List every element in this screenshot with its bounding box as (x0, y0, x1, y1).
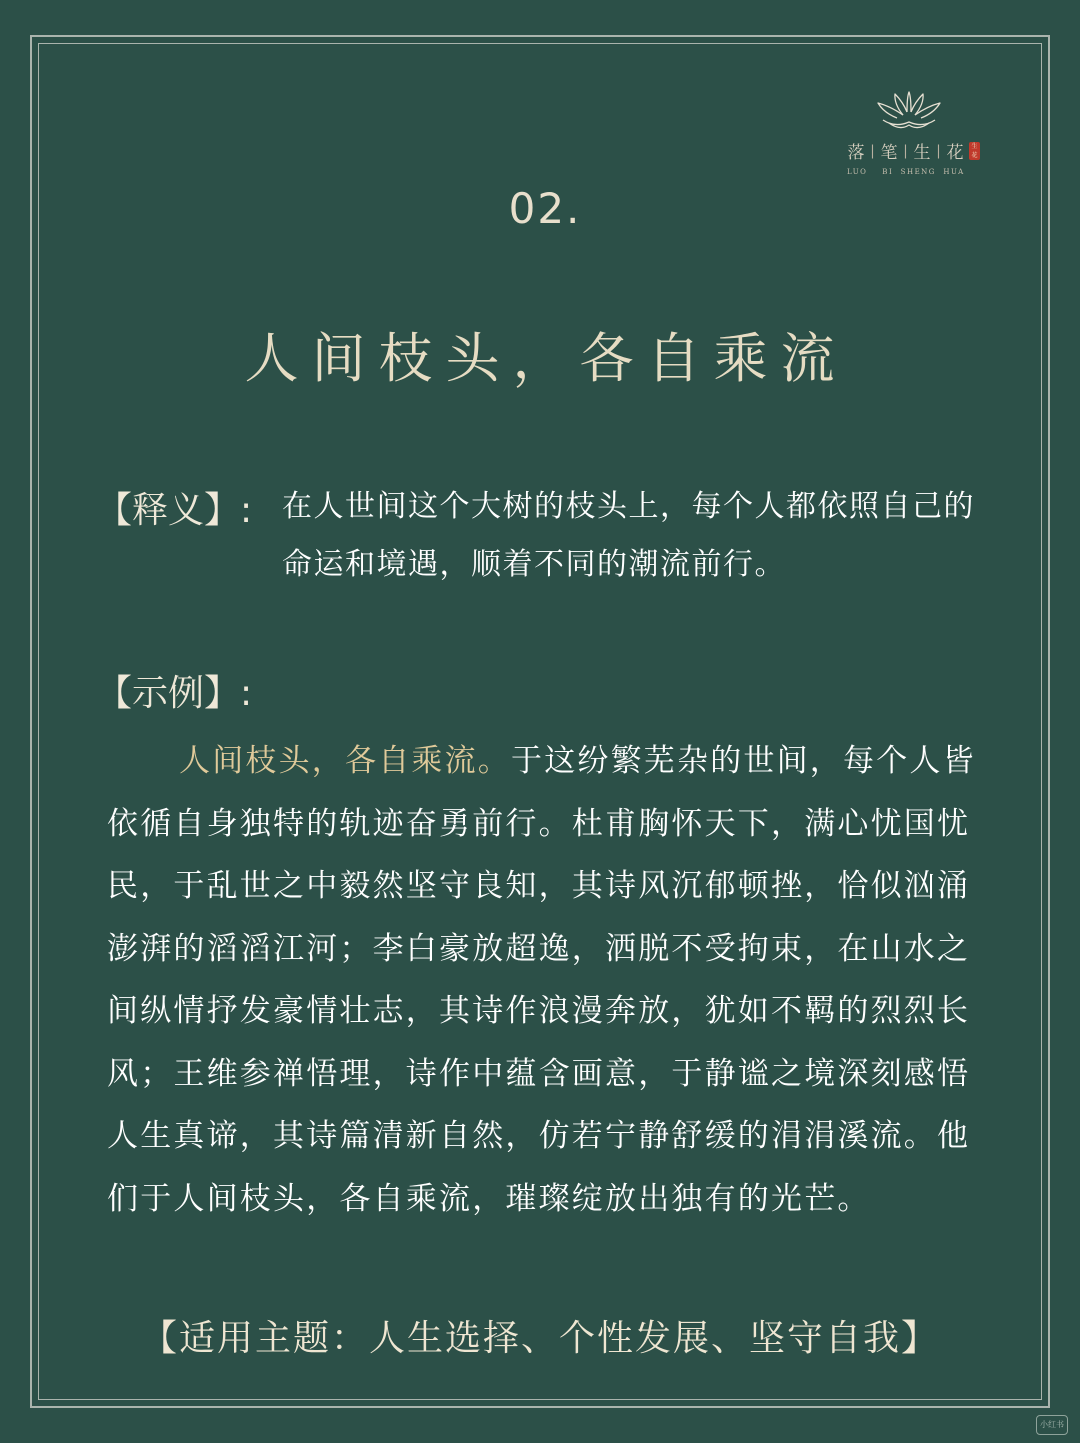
logo-separator: | (936, 142, 941, 159)
page-title: 人间枝头，各自乘流 (244, 327, 848, 390)
definition-label: 【释义】: (96, 490, 253, 531)
example-label: 【示例】: (96, 673, 253, 714)
example-body: 于这纷繁芜杂的世间，每个人皆依循自身独特的轨迹奋勇前行。杜甫胸怀天下，满心忧国忧民，于乱世之中毅然坚守良知，其诗风沉郁顿挫，恰似汹涌澎湃的滔滔江河；李白豪放超逸，洒脱不受拘束，在山水之间纵情抒发豪情壮志，其诗作浪漫奔放，犹如不羁的烈烈长风；王维参禅悟理，诗作中蕴含画意，于静谧之境深刻感悟人生真谛，其诗篇清新自然，仿若宁静舒缓的涓涓溪流。他们于人间枝头，各自乘流，璀璨绽放出独有的光芒。 (107, 743, 976, 1217)
logo-separator: | (870, 142, 875, 159)
example-highlight: 人间枝头，各自乘流。 (179, 743, 511, 779)
logo-char: 笔 (880, 143, 898, 163)
logo-char: 落 (847, 143, 865, 163)
definition-text: 在人世间这个大树的枝头上，每个人都依照自己的命运和境遇，顺着不同的潮流前行。 (282, 489, 975, 582)
red-seal-stamp: 生花 (969, 142, 980, 160)
applicable-themes: 【适用主题：人生选择、个性发展、坚守自我】 (140, 1318, 939, 1359)
lotus-icon (845, 90, 990, 138)
section-number: 02. (508, 184, 582, 233)
logo-char: 生 (913, 143, 931, 163)
logo-char: 花 (946, 143, 964, 163)
brand-logo (845, 90, 990, 182)
example-paragraph (107, 730, 977, 1230)
logo-wordmark (845, 138, 990, 163)
watermark-badge: 小红书 (1036, 1415, 1068, 1435)
logo-pinyin: LUO BI SHENG HUA (847, 168, 965, 176)
logo-separator: | (903, 142, 908, 159)
